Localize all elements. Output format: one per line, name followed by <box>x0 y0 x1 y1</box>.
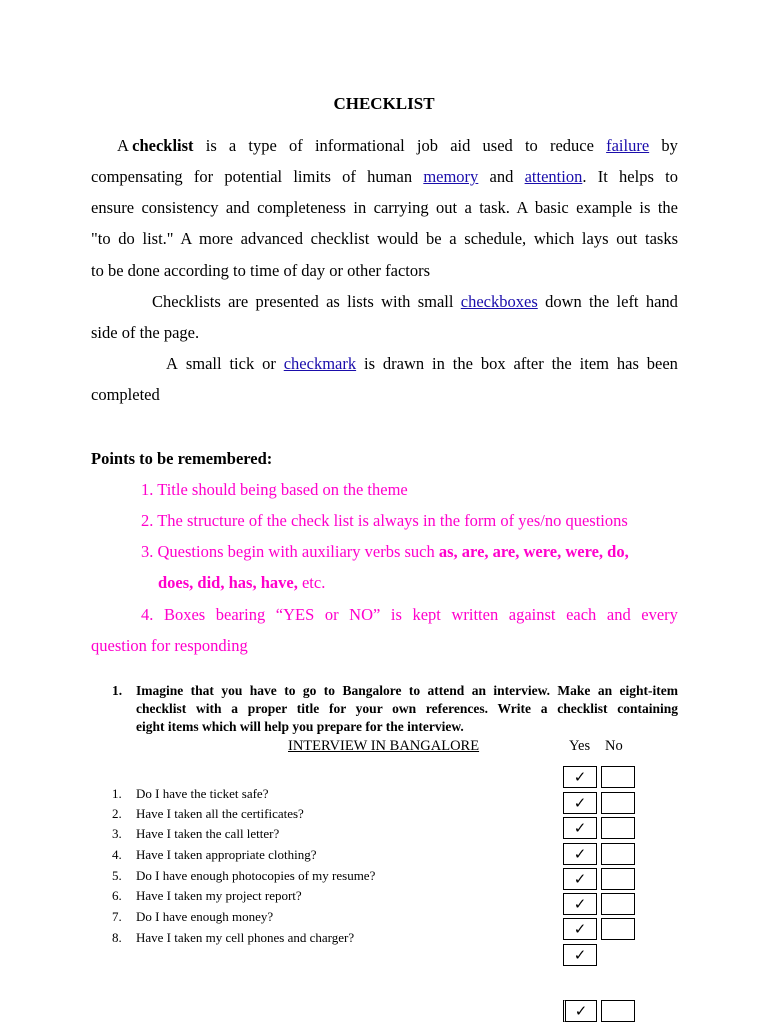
attention-link[interactable]: attention <box>524 167 583 186</box>
points-heading: Points to be remembered: <box>91 449 273 468</box>
para1-line3: ensure consistency and completeness in carrying out a task. A basic example is the <box>91 198 678 217</box>
checklist-title: INTERVIEW IN BANGALORE <box>288 738 480 754</box>
checkboxes-link[interactable]: checkboxes <box>460 292 538 311</box>
item-number: 4. <box>112 847 122 862</box>
item-number: 5. <box>112 868 122 883</box>
checkmark-link[interactable]: checkmark <box>283 354 357 373</box>
para1-line1-full: A checklist is a type of informational job aid used to reduce failure by <box>117 136 678 155</box>
item-number: 6. <box>112 888 122 903</box>
point-1: 1. Title should being based on the theme <box>141 480 408 499</box>
no-header: No <box>605 738 623 754</box>
para2-line1: Checklists are presented as lists with small checkboxes down the left hand <box>152 292 678 311</box>
checklist-item: Have I taken appropriate clothing? <box>136 847 317 862</box>
no-checkbox[interactable] <box>601 893 635 915</box>
checklist-item: Have I taken my cell phones and charger? <box>136 930 355 945</box>
yes-checkbox[interactable]: ✓ <box>563 1000 597 1022</box>
yes-checkbox[interactable]: ✓ <box>563 944 597 966</box>
point-4-line1: 4. Boxes bearing “YES or NO” is kept written against each and every <box>141 605 678 624</box>
page-title: CHECKLIST <box>333 94 435 113</box>
checklist-item: Do I have enough money? <box>136 909 274 924</box>
no-checkbox[interactable] <box>601 792 635 814</box>
exercise-line1: Imagine that you have to go to Bangalore to attend an interview. Make an eight-item <box>136 683 678 698</box>
no-checkbox[interactable] <box>601 817 635 839</box>
no-checkbox[interactable] <box>601 1000 635 1022</box>
para1-line5: to be done according to time of day or other factors <box>91 261 431 280</box>
memory-link[interactable]: memory <box>423 167 479 186</box>
item-number: 8. <box>112 930 122 945</box>
point-3-cont: does, did, has, have, etc. <box>158 573 326 592</box>
yes-header: Yes <box>569 738 591 754</box>
para1-line2: compensating for potential limits of human memory and attention. It helps to <box>91 167 678 186</box>
para1-line4: "to do list." A more advanced checklist would be a schedule, which lays out tasks <box>91 229 678 248</box>
item-number: 1. <box>112 786 122 801</box>
exercise-number: 1. <box>112 683 123 698</box>
para3-line2: completed <box>91 385 160 404</box>
auxiliary-verbs: as, are, are, were, were, do, <box>438 542 629 561</box>
point-2: 2. The structure of the check list is always in the form of yes/no questions <box>141 511 628 530</box>
yes-checkbox[interactable]: ✓ <box>563 766 597 788</box>
exercise-line3: eight items which will help you prepare for the interview. <box>136 719 464 734</box>
no-checkbox[interactable] <box>601 766 635 788</box>
failure-link[interactable]: failure <box>606 136 650 155</box>
para2-line2: side of the page. <box>91 323 200 342</box>
yes-checkbox[interactable]: ✓ <box>563 792 597 814</box>
item-number: 3. <box>112 826 122 841</box>
yes-checkbox[interactable]: ✓ <box>563 893 597 915</box>
para1-l1-start: A checklist <box>117 136 194 155</box>
checklist-item: Have I taken my project report? <box>136 888 302 903</box>
item-number: 7. <box>112 909 122 924</box>
yes-checkbox[interactable]: ✓ <box>563 918 597 940</box>
no-checkbox[interactable] <box>601 918 635 940</box>
yes-checkbox[interactable]: ✓ <box>563 817 597 839</box>
point-3: 3. Questions begin with auxiliary verbs such as, are, are, were, were, do, <box>141 542 629 561</box>
yes-checkbox[interactable]: ✓ <box>563 843 597 865</box>
para3-line1: A small tick or checkmark is drawn in the box after the item has been <box>166 354 678 373</box>
checklist-item: Have I taken all the certificates? <box>136 806 304 821</box>
checklist-item: Do I have the ticket safe? <box>136 786 269 801</box>
point-4-line2: question for responding <box>91 636 248 655</box>
checklist-item: Have I taken the call letter? <box>136 826 280 841</box>
item-number: 2. <box>112 806 122 821</box>
no-checkbox[interactable] <box>601 843 635 865</box>
checklist-item: Do I have enough photocopies of my resume? <box>136 868 376 883</box>
yes-checkbox[interactable]: ✓ <box>563 868 597 890</box>
exercise-line2: checklist with a proper title for your own references. Write a checklist containing <box>136 701 678 716</box>
no-checkbox[interactable] <box>601 868 635 890</box>
